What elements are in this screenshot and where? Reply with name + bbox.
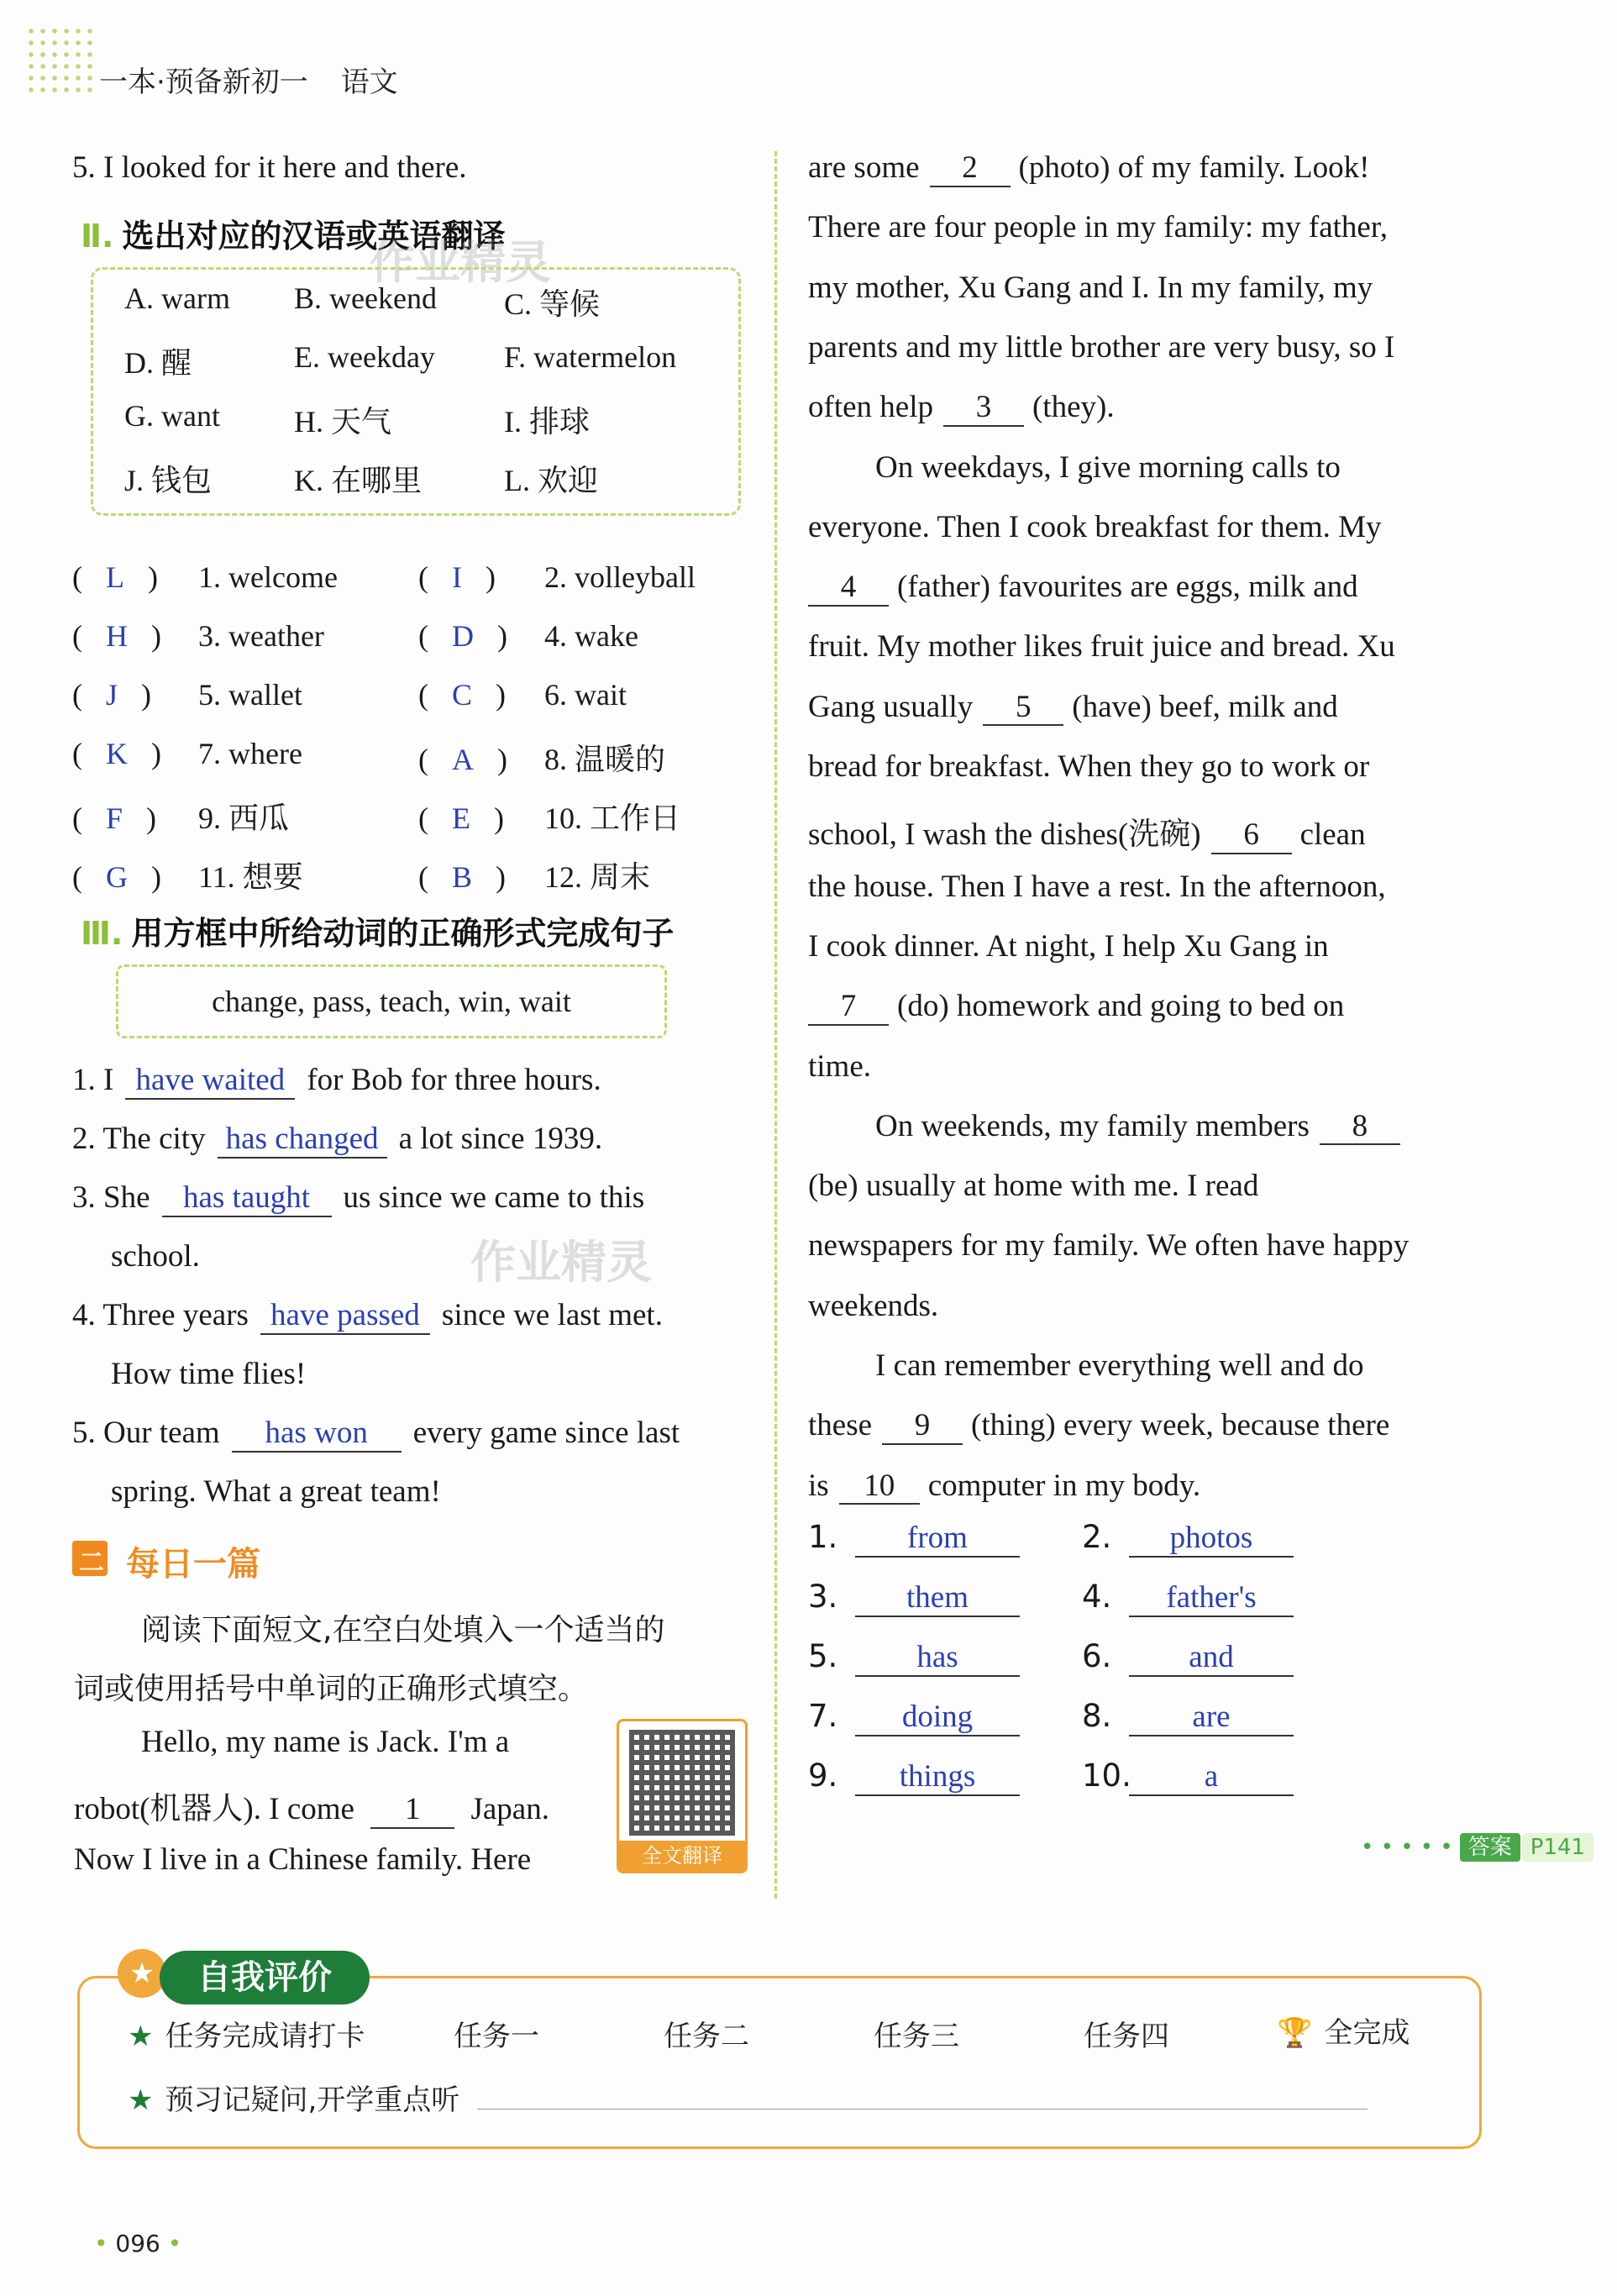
answer-number: 10. xyxy=(1082,1757,1131,1794)
option-item: J. 钱包 xyxy=(124,464,213,497)
sentence-start: 4. Three years xyxy=(72,1298,249,1332)
section-2-text: 选出对应的汉语或英语翻译 xyxy=(122,218,506,255)
match-item xyxy=(418,736,665,779)
task-3[interactable]: 任务三 xyxy=(874,2020,959,2053)
passage-line-3: Now I live in a Chinese family. Here xyxy=(74,1842,532,1877)
paren-open: ( xyxy=(418,560,428,594)
passage-text: On weekends, my family members xyxy=(875,1108,1310,1143)
match-text: 10. 工作日 xyxy=(544,801,681,835)
passage-line xyxy=(808,1407,1389,1445)
qr-label: 全文翻译 xyxy=(619,1841,745,1871)
passage-line: I cook dinner. At night, I help Xu Gang in xyxy=(808,928,1329,964)
header-dots-decoration xyxy=(25,25,92,92)
answer-blank[interactable]: and xyxy=(1129,1641,1294,1677)
answer-blank[interactable]: have passed xyxy=(260,1299,430,1335)
paren-close: ) xyxy=(497,743,507,776)
answer-page: P141 xyxy=(1522,1833,1593,1862)
passage-blank[interactable]: 9 xyxy=(882,1409,963,1445)
paren-close: ) xyxy=(148,560,158,594)
fill-sentence xyxy=(72,1121,602,1159)
self-eval-title: 自我评价 xyxy=(160,1951,370,2004)
paren-open: ( xyxy=(418,860,428,894)
paren-close: ) xyxy=(151,619,161,653)
passage-text: (do) homework and going to bed on xyxy=(897,989,1345,1024)
paren-close: ) xyxy=(486,560,496,594)
passage-line xyxy=(808,988,1344,1026)
section-2-number: Ⅱ. xyxy=(81,218,114,255)
match-text: 12. 周末 xyxy=(544,860,651,894)
passage-text: these xyxy=(808,1408,873,1443)
passage-blank[interactable]: 2 xyxy=(930,151,1011,187)
header-title: 一本·预备新初一 xyxy=(99,66,308,99)
match-item xyxy=(72,736,302,771)
option-item: G. want xyxy=(124,399,220,433)
passage-line xyxy=(808,150,1369,187)
passage-text: Gang usually xyxy=(808,689,974,724)
option-item: K. 在哪里 xyxy=(294,464,422,497)
star-icon: ★ xyxy=(128,2083,154,2117)
answer-letter: L xyxy=(106,560,124,594)
answer-blank[interactable]: father's xyxy=(1129,1581,1294,1617)
sentence-continuation: spring. What a great team! xyxy=(111,1474,441,1509)
paren-open: ( xyxy=(418,678,428,712)
option-item: H. 天气 xyxy=(294,405,391,439)
answer-paren[interactable] xyxy=(418,677,544,712)
fill-sentence xyxy=(72,1180,644,1217)
answer-blank[interactable]: has xyxy=(855,1641,1020,1677)
passage-line: weekends. xyxy=(808,1288,939,1323)
sentence-end: for Bob for three hours. xyxy=(307,1063,601,1097)
passage-line-2 xyxy=(74,1783,549,1829)
passage-line xyxy=(808,808,1366,854)
passage-line: fruit. My mother likes fruit juice and bread. Xu xyxy=(808,629,1395,665)
passage-line: the house. Then I have a rest. In the afternoon, xyxy=(808,869,1386,904)
answer-number: 8. xyxy=(1082,1698,1112,1734)
answer-blank[interactable]: photos xyxy=(1129,1521,1294,1558)
sentence-continuation: How time flies! xyxy=(111,1357,307,1391)
sentence-start: 5. Our team xyxy=(72,1416,220,1450)
answer-paren[interactable] xyxy=(72,618,198,654)
sentence-end: since we last met. xyxy=(441,1298,663,1332)
paren-close: ) xyxy=(151,860,161,894)
passage-blank[interactable]: 5 xyxy=(983,691,1063,727)
watermark-2: 作业精灵 xyxy=(470,1236,652,1289)
answer-blank[interactable]: have waited xyxy=(125,1064,295,1100)
paren-close: ) xyxy=(497,619,507,653)
passage-line: There are four people in my family: my father, xyxy=(808,210,1388,245)
answer-paren[interactable] xyxy=(72,859,198,895)
match-text: 6. wait xyxy=(544,678,627,712)
fill-sentence xyxy=(72,1297,663,1335)
passage-text: (photo) of my family. Look! xyxy=(1018,150,1370,185)
answer-letter: H xyxy=(106,619,128,653)
passage-line xyxy=(808,689,1338,727)
paren-open: ( xyxy=(72,678,82,712)
passage-line-1: Hello, my name is Jack. I'm a xyxy=(141,1725,510,1759)
task-1[interactable]: 任务一 xyxy=(454,2020,539,2053)
answer-paren[interactable] xyxy=(72,736,198,771)
answer-letter: C xyxy=(452,678,473,712)
task-2[interactable]: 任务二 xyxy=(664,2020,749,2053)
passage-line: everyone. Then I cook breakfast for them. My xyxy=(808,509,1382,544)
passage-line xyxy=(808,389,1115,427)
answer-letter: A xyxy=(452,743,474,776)
section-3-number: Ⅲ. xyxy=(81,915,123,952)
answer-paren[interactable] xyxy=(72,677,198,712)
match-text: 7. where xyxy=(198,737,302,770)
passage-line: I can remember everything well and do xyxy=(875,1348,1364,1383)
answer-item xyxy=(1082,1757,1294,1796)
sentence-end: a lot since 1939. xyxy=(398,1122,603,1156)
paren-open: ( xyxy=(72,860,82,894)
passage-line: newspapers for my family. We often have happy xyxy=(808,1228,1410,1264)
answer-item xyxy=(808,1698,1020,1736)
answer-number: 4. xyxy=(1082,1579,1112,1615)
answer-paren[interactable] xyxy=(72,560,198,595)
answer-number: 7. xyxy=(808,1698,838,1734)
section-3-title xyxy=(81,907,674,954)
match-item xyxy=(72,560,338,595)
answer-item xyxy=(1082,1519,1294,1558)
sentence-start: 2. The city xyxy=(72,1122,206,1156)
passage-text: clean xyxy=(1299,817,1366,853)
complete-all[interactable] xyxy=(1277,2010,1410,2051)
answer-letter: E xyxy=(452,801,470,835)
match-text: 5. wallet xyxy=(198,678,302,712)
paren-open: ( xyxy=(72,560,82,594)
passage-blank[interactable]: 7 xyxy=(808,990,889,1026)
match-text: 4. wake xyxy=(544,619,638,653)
passage-text: are some xyxy=(808,150,920,185)
passage-blank[interactable]: 6 xyxy=(1211,818,1292,854)
star-badge-icon: ★ xyxy=(118,1949,166,1998)
answer-letter: D xyxy=(452,619,474,653)
daily-badge-number: 二 xyxy=(79,1548,104,1578)
sentence-end: us since we came to this xyxy=(343,1180,645,1215)
sentence-start: 1. I xyxy=(72,1063,114,1097)
passage-text: school, I wash the dishes(洗碗) xyxy=(808,817,1201,853)
paren-open: ( xyxy=(418,801,428,835)
answer-item xyxy=(808,1519,1020,1558)
eval-row-1 xyxy=(128,2013,365,2054)
option-item: L. 欢迎 xyxy=(504,464,598,497)
passage-line xyxy=(875,1108,1400,1146)
page-number: • 096 • xyxy=(94,2230,182,2257)
sentence-5: 5. I looked for it here and there. xyxy=(72,150,467,185)
option-item: I. 排球 xyxy=(504,405,590,439)
passage-text: (have) beef, milk and xyxy=(1072,689,1338,724)
passage-line xyxy=(808,569,1358,607)
answer-paren[interactable] xyxy=(418,801,544,836)
passage-blank[interactable]: 3 xyxy=(943,391,1024,427)
answer-number: 2. xyxy=(1082,1519,1112,1555)
paren-open: ( xyxy=(418,619,428,653)
passage-line: bread for breakfast. When they go to work or xyxy=(808,749,1370,784)
match-text: 2. volleyball xyxy=(544,560,696,594)
passage-line: time. xyxy=(808,1048,872,1084)
paren-open: ( xyxy=(418,743,428,776)
answer-paren[interactable] xyxy=(418,859,544,895)
answer-item xyxy=(1082,1698,1294,1736)
qr-code[interactable] xyxy=(617,1719,748,1873)
option-item: D. 醒 xyxy=(124,346,192,380)
sentence-start: 3. She xyxy=(72,1180,150,1215)
verb-box: change, pass, teach, win, wait xyxy=(116,964,667,1038)
column-divider xyxy=(774,151,777,1899)
section-3-text: 用方框中所给动词的正确形式完成句子 xyxy=(131,915,675,952)
match-item xyxy=(72,854,303,896)
blank-1[interactable]: 1 xyxy=(370,1793,454,1829)
passage-line: my mother, Xu Gang and I. In my family, my xyxy=(808,270,1373,305)
answer-paren[interactable] xyxy=(418,742,544,777)
answer-letter: G xyxy=(106,860,128,894)
paren-close: ) xyxy=(146,801,157,835)
instruction-line-1: 阅读下面短文,在空白处填入一个适当的 xyxy=(141,1613,665,1647)
answer-number: 1. xyxy=(808,1519,838,1555)
option-item: A. warm xyxy=(124,281,230,315)
daily-title: 每日一篇 xyxy=(126,1545,260,1584)
paren-open: ( xyxy=(72,619,82,653)
passage-line: parents and my little brother are very busy, so I xyxy=(808,329,1395,365)
option-item: C. 等候 xyxy=(504,287,601,321)
match-item xyxy=(418,618,638,654)
eval-row2-label: 预习记疑问,开学重点听 xyxy=(165,2083,460,2117)
answer-number: 6. xyxy=(1082,1638,1112,1674)
answer-blank[interactable]: things xyxy=(855,1760,1020,1796)
answer-letter: K xyxy=(106,737,128,770)
answer-paren[interactable] xyxy=(418,560,544,595)
match-text: 3. weather xyxy=(198,619,324,653)
answer-number: 9. xyxy=(808,1757,838,1794)
paren-close: ) xyxy=(496,860,507,894)
match-item xyxy=(418,677,627,712)
passage-blank[interactable]: 10 xyxy=(839,1469,920,1505)
passage-text: robot(机器人). I come xyxy=(74,1792,354,1826)
complete-label: 全完成 xyxy=(1324,2016,1410,2050)
match-item xyxy=(72,795,289,838)
option-item: E. weekday xyxy=(294,340,435,374)
answer-paren[interactable] xyxy=(418,618,544,654)
answer-paren[interactable] xyxy=(72,801,198,836)
trophy-icon: 🏆 xyxy=(1277,2016,1313,2050)
passage-text: often help xyxy=(808,390,933,425)
fill-sentence xyxy=(72,1062,601,1100)
match-item xyxy=(418,560,696,595)
option-item: B. weekend xyxy=(294,281,437,315)
eval-row-2 xyxy=(128,2077,1368,2118)
answer-item xyxy=(808,1579,1020,1617)
passage-line: (be) usually at home with me. I read xyxy=(808,1169,1259,1204)
match-text: 11. 想要 xyxy=(198,860,303,894)
passage-text: computer in my body. xyxy=(927,1468,1201,1503)
answer-blank[interactable]: doing xyxy=(855,1700,1020,1736)
passage-text: Japan. xyxy=(470,1792,549,1826)
answer-letter: I xyxy=(452,560,462,594)
match-item xyxy=(418,854,650,896)
star-icon: ★ xyxy=(128,2020,154,2053)
passage-text: (thing) every week, because there xyxy=(971,1408,1390,1443)
paren-open: ( xyxy=(72,737,82,770)
dots-icon: • • • • • xyxy=(1361,1835,1453,1860)
paren-close: ) xyxy=(151,737,161,770)
answer-letter: B xyxy=(452,860,473,894)
passage-text: (father) favourites are eggs, milk and xyxy=(897,570,1358,605)
page-header xyxy=(99,59,398,100)
answer-blank[interactable]: a xyxy=(1129,1760,1294,1796)
answer-blank[interactable]: has won xyxy=(232,1416,402,1453)
qr-pattern xyxy=(629,1730,735,1836)
match-text: 8. 温暖的 xyxy=(544,743,666,776)
passage-blank[interactable]: 8 xyxy=(1320,1110,1400,1146)
passage-blank[interactable]: 4 xyxy=(808,570,889,607)
match-text: 9. 西瓜 xyxy=(198,801,290,835)
answer-letter: J xyxy=(106,678,118,712)
eval-row1-label: 任务完成请打卡 xyxy=(165,2020,365,2053)
paren-close: ) xyxy=(494,801,504,835)
paren-close: ) xyxy=(496,678,507,712)
instruction-line-2: 词或使用括号中单词的正确形式填空。 xyxy=(74,1672,589,1706)
paren-open: ( xyxy=(72,801,82,835)
passage-text: is xyxy=(808,1468,829,1503)
answer-item xyxy=(1082,1579,1294,1617)
match-item xyxy=(72,677,302,712)
answer-reference xyxy=(1361,1830,1593,1861)
answer-blank[interactable]: has taught xyxy=(162,1181,332,1217)
answer-number: 3. xyxy=(808,1579,838,1615)
match-item xyxy=(72,618,324,654)
match-text: 1. welcome xyxy=(198,560,338,594)
task-4[interactable]: 任务四 xyxy=(1084,2020,1169,2053)
answer-blank[interactable]: are xyxy=(1129,1700,1294,1736)
fill-sentence xyxy=(72,1415,680,1453)
watermark: 作业精灵 xyxy=(370,236,551,289)
answer-blank[interactable]: from xyxy=(855,1521,1020,1558)
option-item: F. watermelon xyxy=(504,340,677,374)
answer-letter: F xyxy=(106,801,123,835)
passage-line: On weekdays, I give morning calls to xyxy=(875,449,1341,485)
paren-close: ) xyxy=(141,678,152,712)
page-number-text: 096 xyxy=(115,2230,160,2257)
answer-item xyxy=(808,1757,1020,1796)
answer-blank[interactable]: has changed xyxy=(218,1122,387,1159)
passage-line xyxy=(808,1468,1200,1505)
answer-number: 5. xyxy=(808,1638,838,1674)
answer-item xyxy=(808,1638,1020,1677)
header-subject: 语文 xyxy=(340,66,398,99)
answer-item xyxy=(1082,1638,1294,1677)
passage-text: (they). xyxy=(1032,390,1115,425)
sentence-end: every game since last xyxy=(412,1416,680,1450)
sentence-continuation: school. xyxy=(111,1239,200,1274)
match-item xyxy=(418,795,680,838)
answer-blank[interactable]: them xyxy=(855,1581,1020,1617)
answer-tag: 答案 xyxy=(1460,1833,1520,1862)
